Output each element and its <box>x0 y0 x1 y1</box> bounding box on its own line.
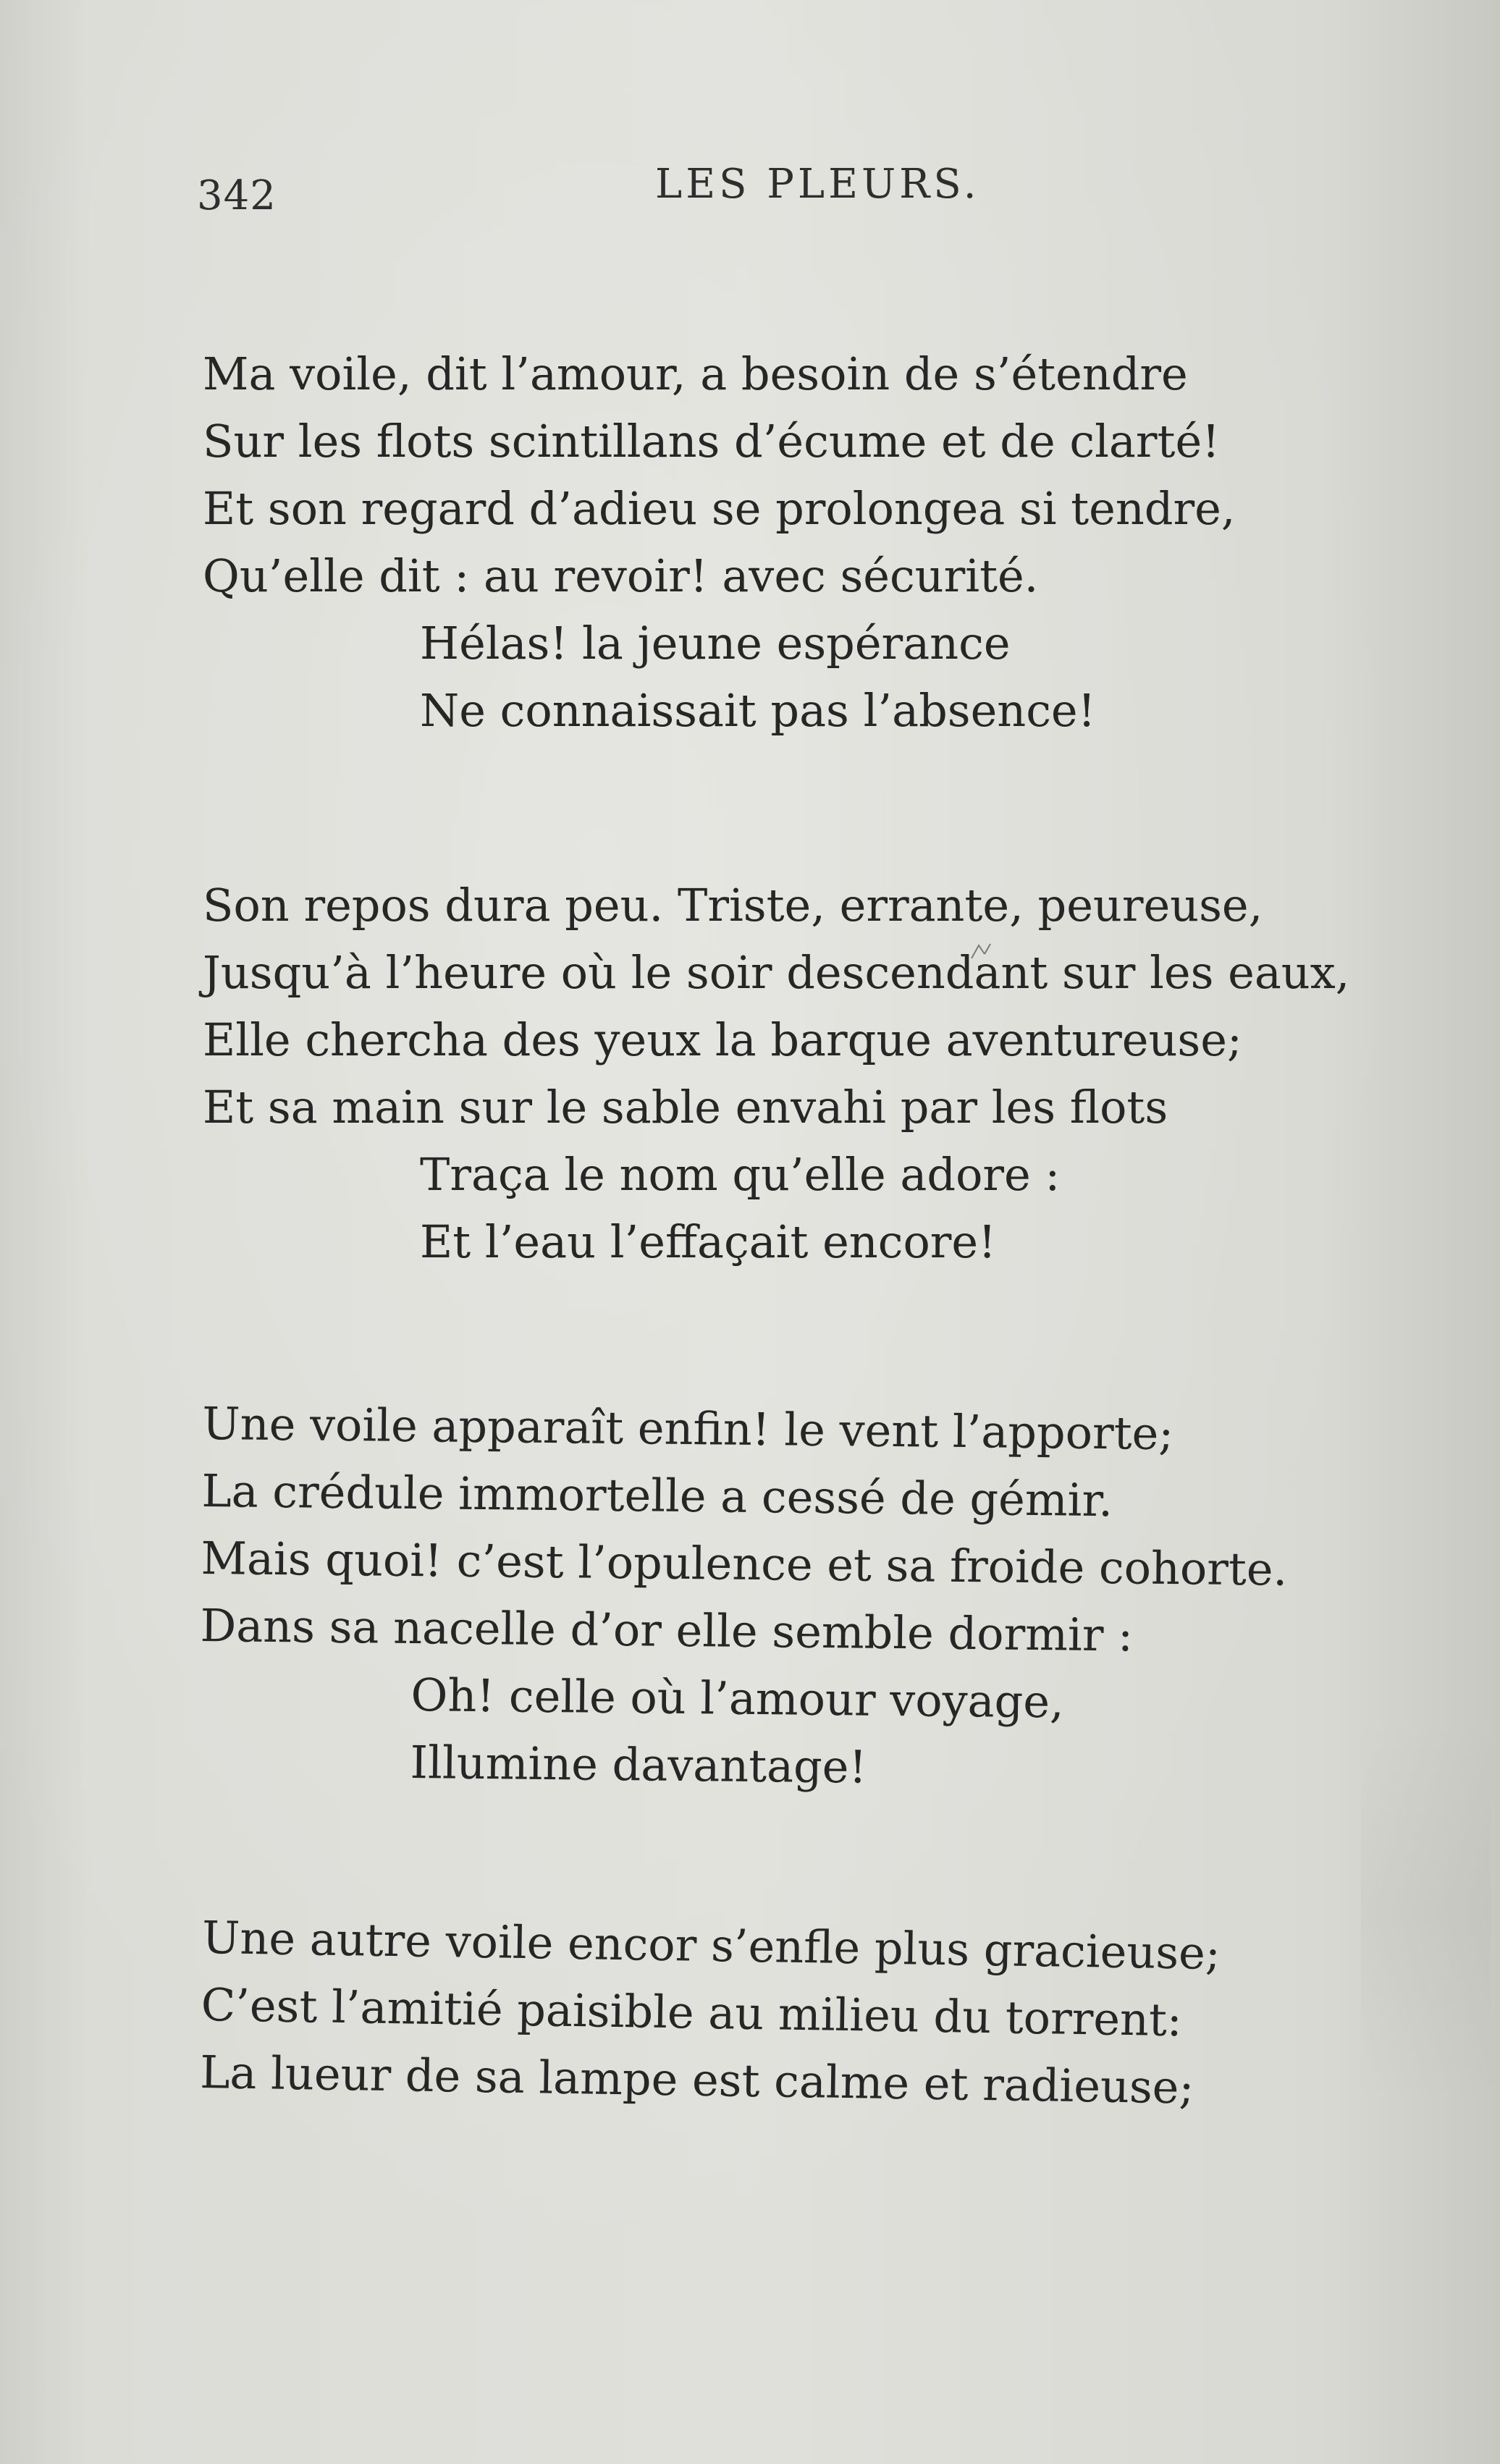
verse-line: Et sa main sur le sable envahi par les flots <box>203 1081 1168 1134</box>
refrain-line: Ne connaissait pas l’absence! <box>420 684 1096 737</box>
verse-line: Une voile apparaît enfin! le vent l’apporte; <box>202 1396 1174 1461</box>
verse-line: C’est l’amitié paisible au milieu du torrent: <box>201 1978 1183 2047</box>
refrain-line: Illumine davantage! <box>410 1736 867 1794</box>
verse-line: Jusqu’à l’heure où le soir descendant sur les eaux, <box>203 946 1350 999</box>
verse-line: Dans sa nacelle d’or elle semble dormir : <box>200 1598 1134 1662</box>
refrain-line: Hélas! la jeune espérance <box>420 617 1011 670</box>
refrain-line: Oh! celle où l’amour voyage, <box>410 1668 1065 1729</box>
running-title: LES PLEURS. <box>655 161 980 208</box>
stanza-3 <box>198 1390 1375 1806</box>
verse-line: Mais quoi! c’est l’opulence et sa froide cohorte. <box>201 1531 1288 1596</box>
verse-line: Elle chercha des yeux la barque aventureuse; <box>203 1013 1242 1066</box>
verse-line: Sur les flots scintillans d’écume et de clarté! <box>203 415 1221 468</box>
stanza-2 <box>203 872 1375 1275</box>
stanza-1 <box>203 340 1375 744</box>
verse-line: Son repos dura peu. Triste, errante, peureuse, <box>203 879 1263 932</box>
verse-line: La crédule immortelle a cessé de gémir. <box>201 1464 1113 1527</box>
bleed-through-shadow <box>1361 1723 1491 2099</box>
verse-line: Qu’elle dit : au revoir! avec sécurité. <box>203 549 1039 602</box>
pencil-correction-mark <box>969 940 995 961</box>
refrain-line: Et l’eau l’effaçait encore! <box>420 1215 997 1268</box>
verse-line: Une autre voile encor s’enfle plus gracieuse; <box>201 1910 1221 1980</box>
stanza-4 <box>200 1904 1375 2124</box>
verse-line: La lueur de sa lampe est calme et radieuse; <box>199 2045 1194 2114</box>
verse-line: Et son regard d’adieu se prolongea si tendre, <box>203 482 1236 535</box>
page-number: 342 <box>197 172 277 219</box>
verse-line: Ma voile, dit l’amour, a besoin de s’étendre <box>203 347 1188 400</box>
refrain-line: Traça le nom qu’elle adore : <box>420 1148 1061 1201</box>
